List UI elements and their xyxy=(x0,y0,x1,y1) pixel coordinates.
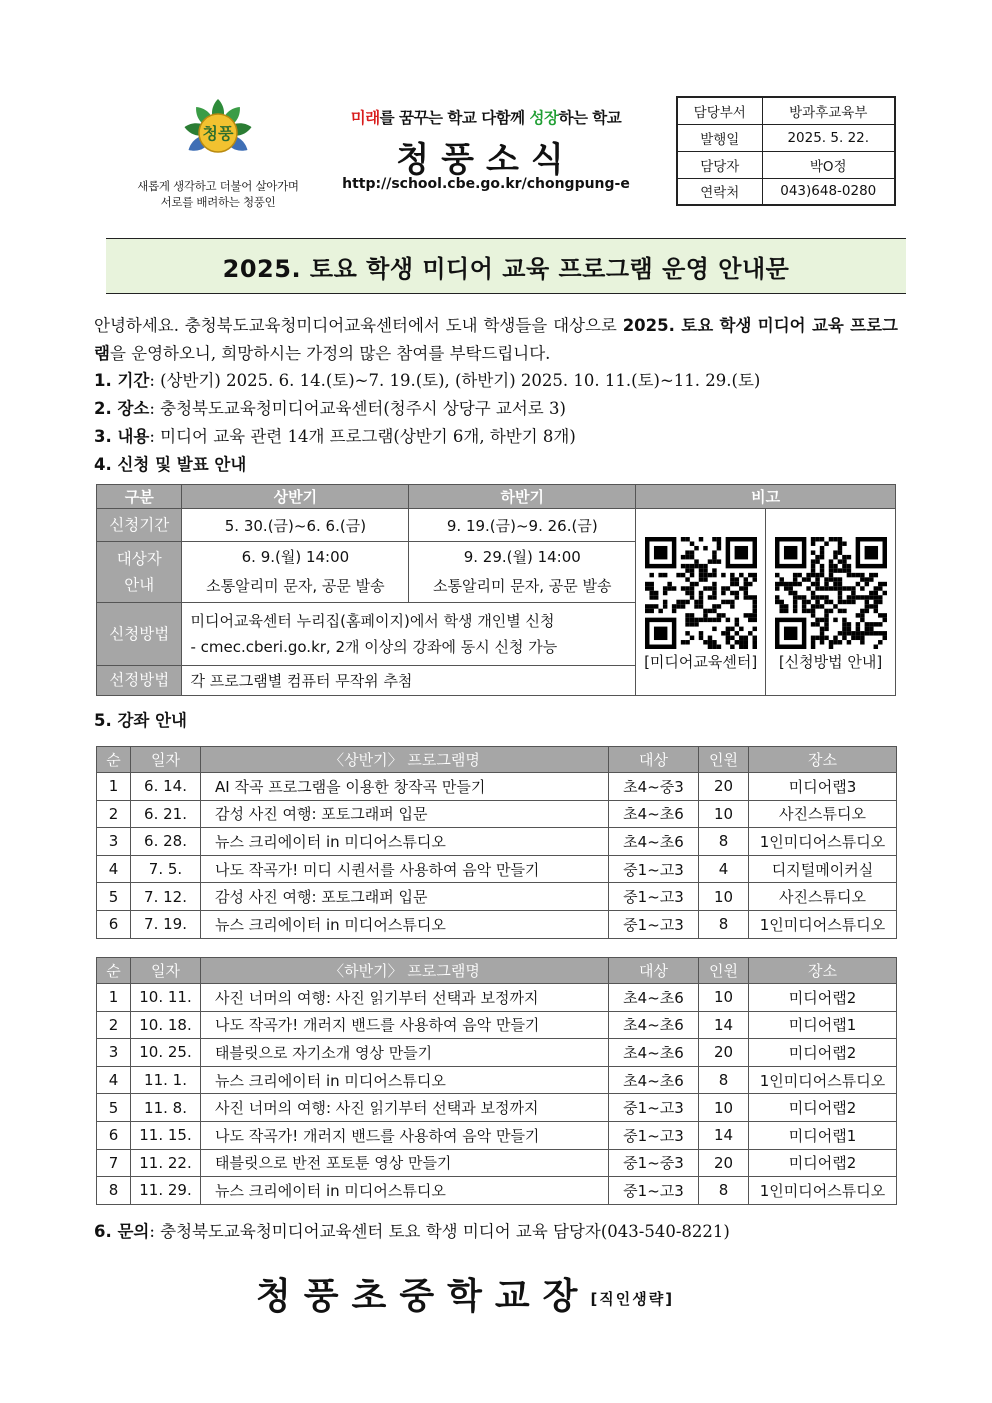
course-capacity: 8 xyxy=(699,910,749,938)
course-name: 사진 너머의 여행: 사진 읽기부터 선택과 보정까지 xyxy=(201,1094,609,1122)
newsletter-title: 청풍소식 xyxy=(396,140,576,180)
notice-first-method: 소통알리미 문자, 공문 발송 xyxy=(206,576,385,595)
contact-text: : 충청북도교육청미디어교육센터 토요 학생 미디어 교육 담당자(043-540-8221) xyxy=(149,1222,730,1241)
courses-heading xyxy=(94,708,904,734)
course-place: 미디어랩1 xyxy=(749,1011,897,1039)
item-text: : (상반기) 2025. 6. 14.(토)~7. 19.(토), (하반기) 2025. 10. 11.(토)~11. 29.(토) xyxy=(149,371,761,390)
course-capacity: 14 xyxy=(699,1011,749,1039)
school-slogan xyxy=(326,106,646,128)
course-date: 10. 18. xyxy=(131,1011,201,1039)
course-no: 3 xyxy=(97,1039,131,1067)
course-target: 초4~초6 xyxy=(609,828,699,856)
row-label-notice xyxy=(97,541,182,602)
course-place: 사진스튜디오 xyxy=(749,800,897,828)
course-no: 4 xyxy=(97,855,131,883)
qr-cell-media-center xyxy=(636,509,766,696)
item-label: 1. 기간 xyxy=(94,371,150,390)
course-place: 미디어랩1 xyxy=(749,1121,897,1149)
course-name: 나도 작곡가! 개러지 밴드를 사용하여 음악 만들기 xyxy=(201,1121,609,1149)
col-header-capacity: 인원 xyxy=(699,747,749,773)
course-place: 미디어랩3 xyxy=(749,773,897,801)
col-header-target: 대상 xyxy=(609,747,699,773)
emblem-text: 청풍 xyxy=(202,124,234,143)
course-place: 미디어랩2 xyxy=(749,1039,897,1067)
course-no: 4 xyxy=(97,1066,131,1094)
item-label: 2. 장소 xyxy=(94,399,150,418)
method-line2: - cmec.cberi.go.kr, 2개 이상의 강좌에 동시 신청 가능 xyxy=(190,637,558,656)
course-capacity: 10 xyxy=(699,1094,749,1122)
course-date: 7. 12. xyxy=(131,883,201,911)
qr-caption-application-guide: [신청방법 안내] xyxy=(778,652,883,671)
application-method xyxy=(182,602,636,665)
slogan-highlight-growth: 성장 xyxy=(529,109,559,127)
document-title: 2025. 토요 학생 미디어 교육 프로그램 운영 안내문 xyxy=(106,238,906,294)
table-row xyxy=(97,910,897,938)
intro-paragraph xyxy=(94,312,898,368)
principal-signature xyxy=(256,1268,756,1319)
col-header-no: 순 xyxy=(97,958,131,984)
course-capacity: 10 xyxy=(699,984,749,1012)
course-name: 뉴스 크리에이터 in 미디어스튜디오 xyxy=(201,1066,609,1094)
col-header-date: 일자 xyxy=(131,747,201,773)
course-capacity: 20 xyxy=(699,1039,749,1067)
apply-period-second: 9. 19.(금)~9. 26.(금) xyxy=(409,509,636,541)
slogan-text-2: 하는 학교 xyxy=(558,109,622,127)
course-no: 8 xyxy=(97,1177,131,1205)
notice-second-method: 소통알리미 문자, 공문 발송 xyxy=(433,576,612,595)
course-name: 사진 너머의 여행: 사진 읽기부터 선택과 보정까지 xyxy=(201,984,609,1012)
info-key: 발행일 xyxy=(677,124,762,151)
qr-code-media-center-icon[interactable] xyxy=(645,537,757,649)
course-place: 1인미디어스튜디오 xyxy=(749,1177,897,1205)
item-label: 4. 신청 및 발표 안내 xyxy=(94,455,247,474)
course-date: 7. 19. xyxy=(131,910,201,938)
course-date: 11. 22. xyxy=(131,1149,201,1177)
course-target: 중1~중3 xyxy=(609,1149,699,1177)
table-row xyxy=(97,800,897,828)
course-no: 2 xyxy=(97,1011,131,1039)
col-header-first-half: 상반기 xyxy=(182,485,409,509)
course-date: 7. 5. xyxy=(131,855,201,883)
intro-program-name: 2025. 토요 학생 미디어 교육 프로그램 xyxy=(94,316,899,363)
intro-text-1: 안녕하세요. 충청북도교육청미디어교육센터에서 도내 학생들을 대상으로 xyxy=(94,316,623,335)
application-schedule-table xyxy=(96,484,896,696)
issue-info-row xyxy=(677,124,895,151)
notice-label-line2: 안내 xyxy=(124,575,155,594)
course-capacity: 20 xyxy=(699,773,749,801)
issue-info-row xyxy=(677,178,895,205)
course-capacity: 10 xyxy=(699,800,749,828)
col-header-category: 구분 xyxy=(97,485,182,509)
course-date: 11. 29. xyxy=(131,1177,201,1205)
courses-heading-label: 5. 강좌 안내 xyxy=(94,711,187,730)
apply-period-first: 5. 30.(금)~6. 6.(금) xyxy=(182,509,409,541)
notice-second-date: 9. 29.(월) 14:00 xyxy=(463,547,581,566)
course-target: 초4~중3 xyxy=(609,773,699,801)
table-row xyxy=(97,1121,897,1149)
course-no: 6 xyxy=(97,910,131,938)
course-place: 디지털메이커실 xyxy=(749,855,897,883)
course-no: 2 xyxy=(97,800,131,828)
course-name: 뉴스 크리에이터 in 미디어스튜디오 xyxy=(201,910,609,938)
course-name: 감성 사진 여행: 포토그래퍼 입문 xyxy=(201,883,609,911)
course-no: 3 xyxy=(97,828,131,856)
table-row xyxy=(97,1149,897,1177)
course-name: 나도 작곡가! 개러지 밴드를 사용하여 음악 만들기 xyxy=(201,1011,609,1039)
second-half-course-table xyxy=(96,957,897,1205)
table-row xyxy=(97,883,897,911)
course-target: 중1~고3 xyxy=(609,883,699,911)
qr-code-application-guide-icon[interactable] xyxy=(775,537,887,649)
course-place: 미디어랩2 xyxy=(749,1094,897,1122)
course-capacity: 8 xyxy=(699,828,749,856)
course-date: 11. 8. xyxy=(131,1094,201,1122)
course-name: 태블릿으로 반전 포토툰 영상 만들기 xyxy=(201,1149,609,1177)
row-label-method: 신청방법 xyxy=(97,602,182,665)
issue-info-row xyxy=(677,97,895,124)
info-value: 박O정 xyxy=(762,151,895,178)
course-capacity: 8 xyxy=(699,1066,749,1094)
course-no: 6 xyxy=(97,1121,131,1149)
course-target: 중1~고3 xyxy=(609,1121,699,1149)
slogan-highlight-future: 미래 xyxy=(350,109,380,127)
table-row xyxy=(97,1177,897,1205)
course-name: 뉴스 크리에이터 in 미디어스튜디오 xyxy=(201,1177,609,1205)
info-key: 담당부서 xyxy=(677,97,762,124)
col-header-program: 〈하반기〉 프로그램명 xyxy=(201,958,609,984)
col-header-capacity: 인원 xyxy=(699,958,749,984)
col-header-place: 장소 xyxy=(749,747,897,773)
slogan-text-1: 를 꿈꾸는 학교 다함께 xyxy=(379,109,530,127)
course-place: 미디어랩2 xyxy=(749,984,897,1012)
table-row xyxy=(97,855,897,883)
course-target: 초4~초6 xyxy=(609,1011,699,1039)
table-row xyxy=(97,984,897,1012)
course-no: 1 xyxy=(97,773,131,801)
school-url[interactable]: http://school.cbe.go.kr/chongpung-e xyxy=(342,176,630,192)
qr-caption-media-center: [미디어교육센터] xyxy=(644,652,758,671)
course-date: 11. 15. xyxy=(131,1121,201,1149)
col-header-second-half: 하반기 xyxy=(409,485,636,509)
course-name: 나도 작곡가! 미디 시퀀서를 사용하여 음악 만들기 xyxy=(201,855,609,883)
course-name: 감성 사진 여행: 포토그래퍼 입문 xyxy=(201,800,609,828)
selection-method: 각 프로그램별 컴퓨터 무작위 추첨 xyxy=(182,665,636,695)
school-logo-block xyxy=(118,96,318,210)
seal-omitted-note: [직인생략] xyxy=(590,1290,675,1308)
course-target: 중1~고3 xyxy=(609,1094,699,1122)
course-name: 태블릿으로 자기소개 영상 만들기 xyxy=(201,1039,609,1067)
course-date: 6. 28. xyxy=(131,828,201,856)
notice-first xyxy=(182,541,409,602)
course-date: 11. 1. xyxy=(131,1066,201,1094)
col-header-date: 일자 xyxy=(131,958,201,984)
course-target: 초4~초6 xyxy=(609,1066,699,1094)
item-text: : 충청북도교육청미디어교육센터(청주시 상당구 교서로 3) xyxy=(149,399,566,418)
course-place: 미디어랩2 xyxy=(749,1149,897,1177)
item-label: 3. 내용 xyxy=(94,427,150,446)
notice-first-date: 6. 9.(월) 14:00 xyxy=(241,547,350,566)
course-no: 7 xyxy=(97,1149,131,1177)
course-target: 초4~초6 xyxy=(609,1039,699,1067)
table-row xyxy=(97,828,897,856)
course-no: 1 xyxy=(97,984,131,1012)
item-period xyxy=(94,368,904,394)
course-place: 1인미디어스튜디오 xyxy=(749,1066,897,1094)
course-capacity: 10 xyxy=(699,883,749,911)
notice-second xyxy=(409,541,636,602)
item-text: : 미디어 교육 관련 14개 프로그램(상반기 6개, 하반기 8개) xyxy=(149,427,576,446)
course-place: 1인미디어스튜디오 xyxy=(749,910,897,938)
notice-label-line1: 대상자 xyxy=(116,549,162,568)
principal-name: 청풍초중학교장 xyxy=(256,1276,591,1317)
contact-line xyxy=(94,1218,730,1242)
info-value: 2025. 5. 22. xyxy=(762,124,895,151)
info-value: 방과후교육부 xyxy=(762,97,895,124)
course-target: 초4~초6 xyxy=(609,800,699,828)
item-application xyxy=(94,452,904,478)
course-name: AI 작곡 프로그램을 이용한 창작곡 만들기 xyxy=(201,773,609,801)
info-value: 043)648-0280 xyxy=(762,178,895,205)
info-key: 연락처 xyxy=(677,178,762,205)
course-target: 중1~고3 xyxy=(609,910,699,938)
course-capacity: 8 xyxy=(699,1177,749,1205)
table-row xyxy=(97,1094,897,1122)
info-key: 담당자 xyxy=(677,151,762,178)
course-place: 1인미디어스튜디오 xyxy=(749,828,897,856)
row-label-apply-period: 신청기간 xyxy=(97,509,182,541)
qr-cell-application-guide xyxy=(766,509,896,696)
school-motto-line2: 서로를 배려하는 청풍인 xyxy=(160,195,276,209)
method-line1: 미디어교육센터 누리집(홈페이지)에서 학생 개인별 신청 xyxy=(190,611,555,630)
course-no: 5 xyxy=(97,1094,131,1122)
first-half-course-table xyxy=(96,746,897,939)
course-capacity: 20 xyxy=(699,1149,749,1177)
table-row xyxy=(97,1039,897,1067)
course-capacity: 4 xyxy=(699,855,749,883)
col-header-program: 〈상반기〉 프로그램명 xyxy=(201,747,609,773)
col-header-target: 대상 xyxy=(609,958,699,984)
course-date: 10. 25. xyxy=(131,1039,201,1067)
col-header-place: 장소 xyxy=(749,958,897,984)
intro-text-2: 을 운영하오니, 희망하시는 가정의 많은 참여를 부탁드립니다. xyxy=(109,344,551,363)
course-date: 6. 21. xyxy=(131,800,201,828)
course-name: 뉴스 크리에이터 in 미디어스튜디오 xyxy=(201,828,609,856)
course-target: 중1~고3 xyxy=(609,855,699,883)
course-place: 사진스튜디오 xyxy=(749,883,897,911)
contact-label: 6. 문의 xyxy=(94,1222,150,1241)
school-motto-line1: 새롭게 생각하고 더불어 살아가며 xyxy=(137,179,299,193)
course-target: 중1~고3 xyxy=(609,1177,699,1205)
row-label-selection: 선정방법 xyxy=(97,665,182,695)
table-row xyxy=(97,1066,897,1094)
school-emblem-icon xyxy=(181,96,255,170)
course-target: 초4~초6 xyxy=(609,984,699,1012)
col-header-no: 순 xyxy=(97,747,131,773)
table-row xyxy=(97,1011,897,1039)
issue-info-table xyxy=(676,96,896,206)
col-header-remarks: 비고 xyxy=(636,485,896,509)
course-capacity: 14 xyxy=(699,1121,749,1149)
course-date: 6. 14. xyxy=(131,773,201,801)
table-row xyxy=(97,773,897,801)
course-date: 10. 11. xyxy=(131,984,201,1012)
item-place xyxy=(94,396,904,422)
item-content xyxy=(94,424,904,450)
issue-info-row xyxy=(677,151,895,178)
course-no: 5 xyxy=(97,883,131,911)
